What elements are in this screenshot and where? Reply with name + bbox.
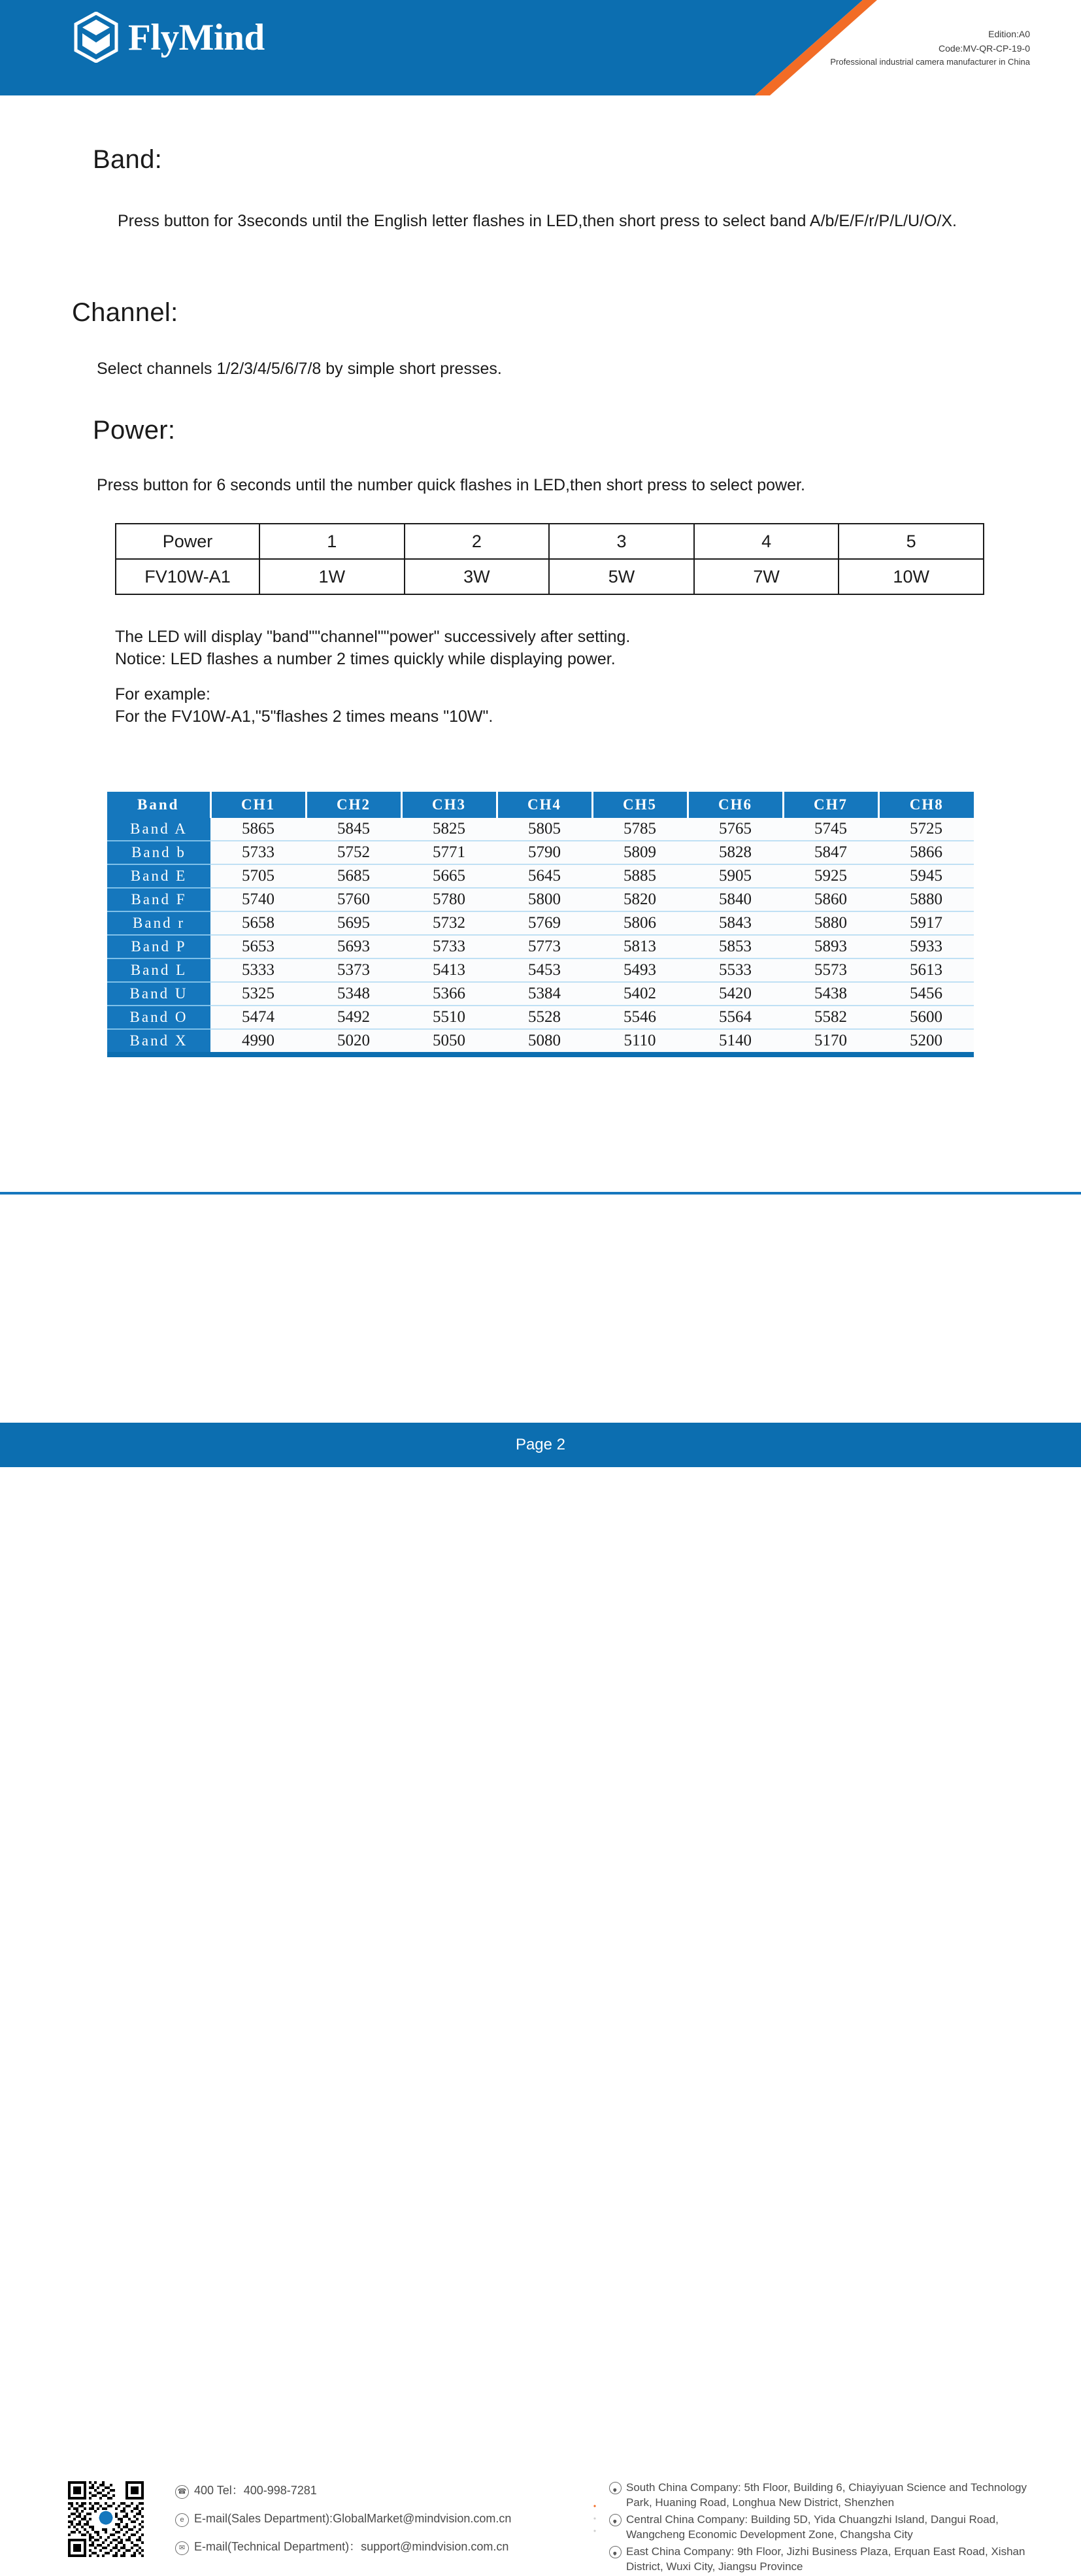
power-table-cell: FV10W-A1	[116, 559, 259, 594]
frequency-cell: 5533	[688, 958, 783, 982]
band-label-cell: Band r	[107, 911, 210, 935]
band-section-paragraph: Press button for 3seconds until the English letter flashes in LED,then short press to select band A/b/E/F/r/P/L/U/O/X.	[118, 212, 957, 230]
frequency-cell: 5765	[688, 818, 783, 841]
frequency-cell: 5806	[592, 911, 688, 935]
frequency-cell: 5456	[878, 982, 974, 1006]
band-label-cell: Band P	[107, 935, 210, 958]
band-label-cell: Band E	[107, 864, 210, 888]
frequency-cell: 5843	[688, 911, 783, 935]
example-note-line-2: For the FV10W-A1,"5"flashes 2 times means "10W".	[115, 707, 493, 726]
address-row	[609, 2480, 1027, 2511]
frequency-header-ch3: CH3	[401, 792, 497, 818]
power-table-cell: 5W	[549, 559, 694, 594]
power-table-cell: 7W	[694, 559, 839, 594]
frequency-cell: 5885	[592, 864, 688, 888]
frequency-cell: 5760	[306, 888, 401, 911]
frequency-cell: 5366	[401, 982, 497, 1006]
frequency-cell: 5546	[592, 1006, 688, 1029]
flymind-hexagon-icon	[73, 12, 119, 63]
table-row	[107, 888, 974, 911]
tagline-label: Professional industrial camera manufacturer in China	[830, 57, 1030, 67]
frequency-cell: 5820	[592, 888, 688, 911]
frequency-cell: 5653	[210, 935, 306, 958]
frequency-cell: 5917	[878, 911, 974, 935]
frequency-cell: 5880	[878, 888, 974, 911]
power-table-row	[116, 559, 984, 594]
table-row	[107, 1029, 974, 1052]
frequency-cell: 5945	[878, 864, 974, 888]
frequency-cell: 5373	[306, 958, 401, 982]
frequency-cell: 5752	[306, 841, 401, 864]
power-table-header-cell: 5	[839, 524, 984, 559]
edition-label: Edition:A0	[988, 29, 1030, 39]
band-label-cell: Band U	[107, 982, 210, 1006]
table-row	[107, 911, 974, 935]
frequency-cell: 5893	[783, 935, 878, 958]
band-label-cell: Band b	[107, 841, 210, 864]
qr-code-icon	[68, 2481, 144, 2557]
frequency-header-ch4: CH4	[497, 792, 592, 818]
frequency-cell: 5866	[878, 841, 974, 864]
frequency-cell: 5840	[688, 888, 783, 911]
page-number-bar	[0, 1423, 1081, 1467]
frequency-header-ch2: CH2	[306, 792, 401, 818]
frequency-cell: 5733	[401, 935, 497, 958]
mail-icon: ✉	[175, 2541, 189, 2555]
frequency-cell: 5170	[783, 1029, 878, 1052]
frequency-cell: 5769	[497, 911, 592, 935]
frequency-cell: 5438	[783, 982, 878, 1006]
page-header	[0, 0, 1081, 95]
band-channel-frequency-table	[107, 792, 974, 1052]
frequency-cell: 5685	[306, 864, 401, 888]
frequency-cell: 5402	[592, 982, 688, 1006]
contact-text: 400 Tel：400-998-7281	[194, 2484, 317, 2497]
power-table-header-cell: Power	[116, 524, 259, 559]
frequency-cell: 5805	[497, 818, 592, 841]
frequency-cell: 5200	[878, 1029, 974, 1052]
frequency-cell: 5733	[210, 841, 306, 864]
frequency-cell: 5600	[878, 1006, 974, 1029]
frequency-header-ch7: CH7	[783, 792, 878, 818]
frequency-table-header-row	[107, 792, 974, 818]
contact-text: E-mail(Technical Department)：support@mindvision.com.cn	[194, 2540, 509, 2553]
power-table-header-cell: 1	[259, 524, 405, 559]
contact-text: E-mail(Sales Department):GlobalMarket@mindvision.com.cn	[194, 2512, 512, 2525]
frequency-cell: 5865	[210, 818, 306, 841]
band-label-cell: Band X	[107, 1029, 210, 1052]
frequency-cell: 5825	[401, 818, 497, 841]
channel-section-title: Channel:	[72, 298, 178, 327]
table-row	[107, 1006, 974, 1029]
frequency-cell: 5745	[783, 818, 878, 841]
table-row	[107, 864, 974, 888]
led-note-line-1: The LED will display "band""channel""power" successively after setting.	[115, 628, 631, 646]
frequency-cell: 5847	[783, 841, 878, 864]
band-label-cell: Band A	[107, 818, 210, 841]
footer-dot-divider	[593, 2504, 596, 2533]
frequency-cell: 5613	[878, 958, 974, 982]
power-table-cell: 1W	[259, 559, 405, 594]
frequency-cell: 5771	[401, 841, 497, 864]
frequency-cell: 5905	[688, 864, 783, 888]
power-level-table	[115, 523, 984, 595]
table-row	[107, 818, 974, 841]
frequency-cell: 5493	[592, 958, 688, 982]
frequency-cell: 5853	[688, 935, 783, 958]
frequency-cell: 5809	[592, 841, 688, 864]
frequency-cell: 5510	[401, 1006, 497, 1029]
frequency-cell: 5860	[783, 888, 878, 911]
frequency-cell: 5658	[210, 911, 306, 935]
frequency-cell: 5420	[688, 982, 783, 1006]
frequency-cell: 5453	[497, 958, 592, 982]
frequency-cell: 5705	[210, 864, 306, 888]
frequency-cell: 5813	[592, 935, 688, 958]
table-row	[107, 935, 974, 958]
example-note-line-1: For example:	[115, 685, 210, 703]
address-text: South China Company: 5th Floor, Building 6, Chiayiyuan Science and Technology Park, Huaning Road, Longhua New District, Shenzhen	[626, 2481, 1027, 2509]
contact-row	[175, 2513, 511, 2527]
frequency-cell: 5845	[306, 818, 401, 841]
frequency-cell: 5773	[497, 935, 592, 958]
frequency-header-ch8: CH8	[878, 792, 974, 818]
channel-section-paragraph: Select channels 1/2/3/4/5/6/7/8 by simple short presses.	[97, 360, 502, 378]
power-table-header-row	[116, 524, 984, 559]
frequency-cell: 5800	[497, 888, 592, 911]
frequency-cell: 5564	[688, 1006, 783, 1029]
table-row	[107, 958, 974, 982]
address-row	[609, 2544, 1027, 2575]
brand-logo	[73, 12, 265, 63]
frequency-header-ch6: CH6	[688, 792, 783, 818]
frequency-cell: 5474	[210, 1006, 306, 1029]
frequency-table-wrapper	[107, 792, 974, 1057]
power-table-cell: 10W	[839, 559, 984, 594]
table-row	[107, 841, 974, 864]
power-section-title: Power:	[93, 416, 176, 445]
frequency-cell: 5413	[401, 958, 497, 982]
power-table-cell: 3W	[405, 559, 550, 594]
frequency-cell: 5785	[592, 818, 688, 841]
frequency-cell: 5780	[401, 888, 497, 911]
frequency-cell: 5645	[497, 864, 592, 888]
table-row	[107, 982, 974, 1006]
brand-name: FlyMind	[128, 16, 265, 58]
company-address-list	[609, 2480, 1027, 2576]
code-label: Code:MV-QR-CP-19-0	[938, 42, 1030, 54]
frequency-cell: 5693	[306, 935, 401, 958]
frequency-header-ch5: CH5	[592, 792, 688, 818]
frequency-cell: 5725	[878, 818, 974, 841]
band-section-title: Band:	[93, 145, 163, 174]
led-note-line-2: Notice: LED flashes a number 2 times quickly while displaying power.	[115, 649, 616, 668]
email-icon: e	[175, 2513, 189, 2527]
power-table-header-cell: 2	[405, 524, 550, 559]
frequency-cell: 5110	[592, 1029, 688, 1052]
frequency-cell: 5492	[306, 1006, 401, 1029]
footer-divider	[0, 1192, 1081, 1195]
frequency-cell: 5528	[497, 1006, 592, 1029]
location-pin-icon	[609, 2546, 622, 2558]
frequency-cell: 5333	[210, 958, 306, 982]
frequency-cell: 5740	[210, 888, 306, 911]
contact-row	[175, 2484, 511, 2499]
frequency-cell: 5828	[688, 841, 783, 864]
band-label-cell: Band F	[107, 888, 210, 911]
frequency-header-ch1: CH1	[210, 792, 306, 818]
power-table-header-cell: 3	[549, 524, 694, 559]
frequency-cell: 4990	[210, 1029, 306, 1052]
frequency-cell: 5020	[306, 1029, 401, 1052]
phone-icon: ☎	[175, 2485, 189, 2499]
band-label-cell: Band O	[107, 1006, 210, 1029]
frequency-cell: 5880	[783, 911, 878, 935]
power-table-header-cell: 4	[694, 524, 839, 559]
header-meta	[830, 27, 1030, 69]
frequency-cell: 5348	[306, 982, 401, 1006]
frequency-cell: 5732	[401, 911, 497, 935]
contact-row	[175, 2541, 511, 2555]
address-text: East China Company: 9th Floor, Jizhi Business Plaza, Erquan East Road, Xishan District, Wuxi City, Jiangsu Province	[626, 2545, 1025, 2573]
frequency-cell: 5384	[497, 982, 592, 1006]
frequency-cell: 5140	[688, 1029, 783, 1052]
contact-list	[175, 2484, 511, 2569]
address-text: Central China Company: Building 5D, Yida Chuangzhi Island, Dangui Road, Wangcheng Economic Development Zone, Changsha City	[626, 2513, 999, 2541]
page-number-label: Page 2	[515, 1436, 566, 1453]
frequency-cell: 5790	[497, 841, 592, 864]
led-note	[115, 626, 630, 671]
power-section-paragraph: Press button for 6 seconds until the number quick flashes in LED,then short press to select power.	[97, 476, 805, 494]
frequency-cell: 5325	[210, 982, 306, 1006]
band-label-cell: Band L	[107, 958, 210, 982]
frequency-cell: 5582	[783, 1006, 878, 1029]
location-pin-icon	[609, 2482, 622, 2494]
frequency-cell: 5933	[878, 935, 974, 958]
frequency-cell: 5665	[401, 864, 497, 888]
frequency-cell: 5080	[497, 1029, 592, 1052]
address-row	[609, 2512, 1027, 2543]
frequency-cell: 5695	[306, 911, 401, 935]
location-pin-icon	[609, 2514, 622, 2526]
example-note	[115, 684, 493, 728]
frequency-cell: 5925	[783, 864, 878, 888]
frequency-cell: 5573	[783, 958, 878, 982]
frequency-header-band: Band	[107, 792, 210, 818]
frequency-cell: 5050	[401, 1029, 497, 1052]
